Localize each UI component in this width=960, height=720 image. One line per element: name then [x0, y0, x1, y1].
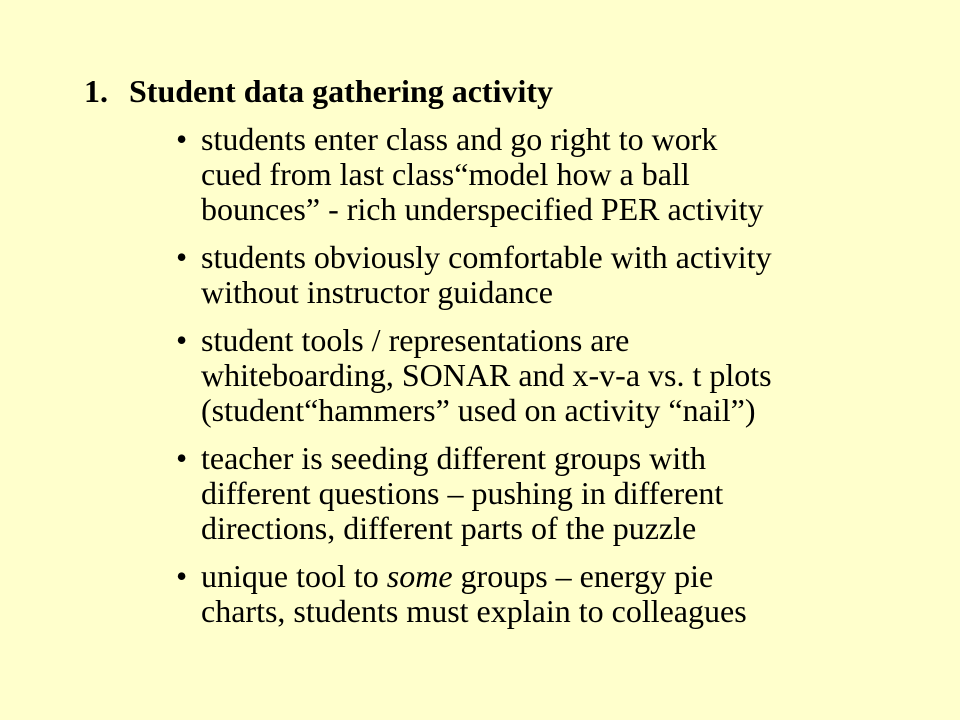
bullet-list: [176, 122, 896, 642]
bullet-line: without instructor guidance: [201, 274, 553, 310]
bullet-dot-icon: •: [176, 440, 188, 476]
bullet-dot-icon: •: [176, 239, 188, 275]
bullet-line: different questions – pushing in different: [201, 475, 724, 511]
bullet-dot-icon: •: [176, 558, 188, 594]
bullet-line: teacher is seeding different groups with: [201, 440, 707, 476]
slide-heading: [84, 71, 553, 111]
bullet-item: [176, 441, 896, 546]
bullet-line: students obviously comfortable with activity: [201, 239, 772, 275]
bullet-line: students enter class and go right to work: [201, 121, 718, 157]
heading-number: 1.: [84, 73, 108, 109]
bullet-line: charts, students must explain to colleagues: [201, 593, 747, 629]
bullet-line: cued from last class“model how a ball: [201, 156, 690, 192]
bullet-line: directions, different parts of the puzzle: [201, 510, 697, 546]
bullet-item: [176, 122, 896, 227]
heading-title: Student data gathering activity: [129, 73, 553, 109]
emphasis-text: some: [386, 558, 453, 594]
bullet-item: [176, 559, 896, 629]
bullet-item: [176, 323, 896, 428]
bullet-dot-icon: •: [176, 121, 188, 157]
bullet-line: student tools / representations are: [201, 322, 630, 358]
bullet-text: unique tool to: [201, 558, 387, 594]
bullet-line: whiteboarding, SONAR and x-v-a vs. t plots: [201, 357, 772, 393]
bullet-text: groups – energy pie: [452, 558, 714, 594]
bullet-line: (student“hammers” used on activity “nail”): [201, 392, 756, 428]
bullet-line: bounces” - rich underspecified PER activity: [201, 191, 764, 227]
bullet-dot-icon: •: [176, 322, 188, 358]
bullet-item: [176, 240, 896, 310]
bullet-line: [201, 559, 896, 594]
